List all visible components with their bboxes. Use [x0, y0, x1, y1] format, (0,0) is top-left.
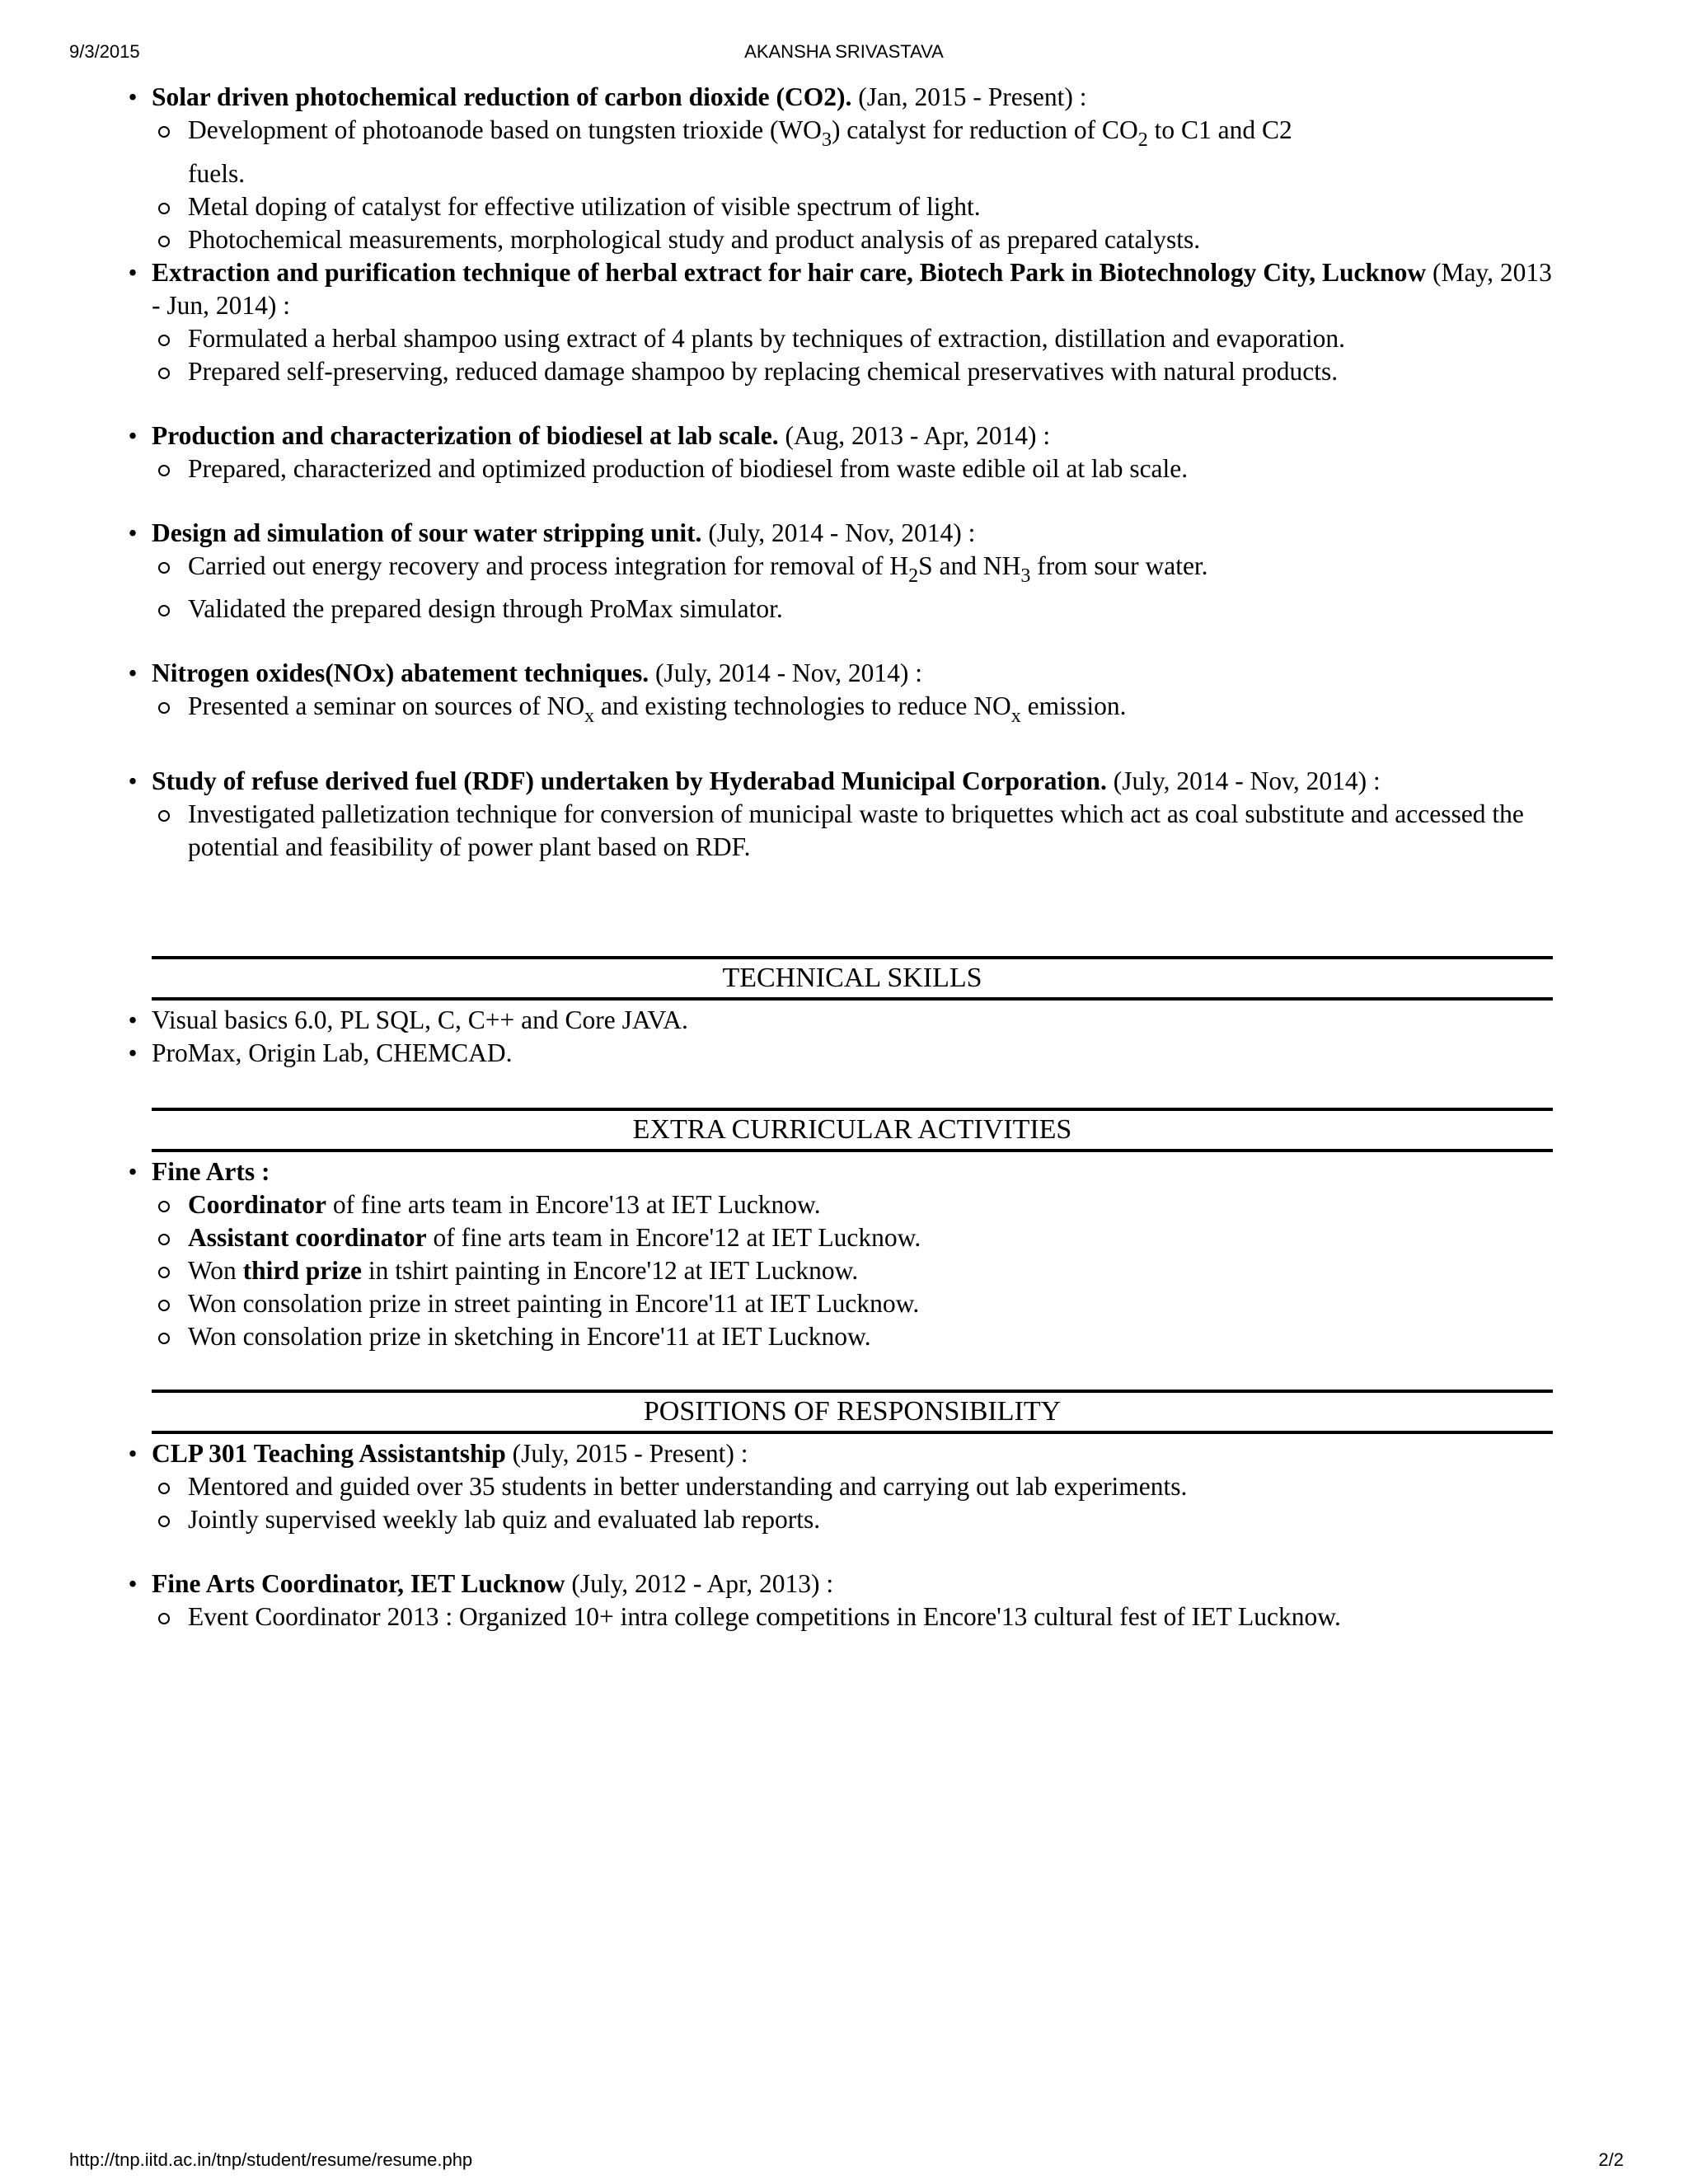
circle-bullet-icon	[158, 1613, 170, 1624]
point-text: Development of photoanode based on tungsten trioxide (WO	[188, 115, 822, 144]
circle-bullet-icon	[158, 810, 170, 822]
project-point	[152, 798, 1553, 864]
circle-bullet-icon	[158, 335, 170, 346]
subscript: x	[584, 705, 595, 727]
circle-bullet-icon	[158, 1234, 170, 1245]
circle-bullet-icon	[158, 702, 170, 714]
point-text: Investigated palletization technique for conversion of municipal waste to briquettes which act as coal substitute and accessed the potential and feasibility of power plant based on RDF.	[188, 799, 1524, 861]
project-title: Production and characterization of biodiesel at lab scale.	[152, 421, 779, 450]
circle-bullet-icon	[158, 465, 170, 476]
project-title: Study of refuse derived fuel (RDF) undertaken by Hyderabad Municipal Corporation.	[152, 766, 1107, 795]
circle-bullet-icon	[158, 126, 170, 138]
subscript: 3	[821, 129, 832, 151]
subscript: 2	[908, 565, 919, 587]
activity-text: Won consolation prize in street painting in Encore'11 at IET Lucknow.	[188, 1289, 920, 1318]
circle-bullet-icon	[158, 368, 170, 379]
project-item	[77, 81, 1553, 256]
project-point	[152, 593, 1553, 626]
skill-text: ProMax, Origin Lab, CHEMCAD.	[152, 1038, 513, 1067]
point-text: Validated the prepared design through ProMax simulator.	[188, 594, 783, 623]
activity-item	[152, 1254, 1553, 1287]
position-title: Fine Arts Coordinator, IET Lucknow	[152, 1569, 565, 1598]
circle-bullet-icon	[158, 562, 170, 574]
point-text: Jointly supervised weekly lab quiz and evaluated lab reports.	[188, 1505, 821, 1534]
circle-bullet-icon	[158, 1300, 170, 1311]
positions-list	[128, 1437, 1553, 1633]
bullet-icon: •	[128, 1569, 138, 1598]
circle-bullet-icon	[158, 605, 170, 616]
subscript: 3	[1020, 565, 1031, 587]
bullet-icon: •	[128, 421, 138, 450]
position-point	[152, 1601, 1553, 1633]
point-text: S and NH	[918, 551, 1021, 580]
point-text: Prepared self-preserving, reduced damage shampoo by replacing chemical preservatives with natural products.	[188, 357, 1339, 386]
point-text: from sour water.	[1030, 551, 1208, 580]
circle-bullet-icon	[158, 1483, 170, 1494]
activity-group-title: Fine Arts :	[152, 1157, 270, 1186]
point-text: emission.	[1020, 691, 1127, 720]
activity-text: of fine arts team in Encore'12 at IET Lucknow.	[426, 1223, 921, 1252]
print-date: 9/3/2015	[69, 41, 140, 62]
point-text: Photochemical measurements, morphological study and product analysis of as prepared catalysts.	[188, 225, 1201, 254]
project-point	[152, 223, 1553, 256]
activity-text: in tshirt painting in Encore'12 at IET Lucknow.	[361, 1256, 859, 1285]
project-period: (Jan, 2015 - Present) :	[851, 82, 1087, 111]
project-item	[77, 419, 1553, 485]
point-text: and existing technologies to reduce NO	[594, 691, 1011, 720]
point-text: Presented a seminar on sources of NO	[188, 691, 585, 720]
project-item	[77, 657, 1553, 725]
technical-skills-heading: TECHNICAL SKILLS	[152, 956, 1553, 1001]
bullet-icon: •	[128, 518, 138, 547]
project-item	[77, 256, 1553, 388]
circle-bullet-icon	[158, 236, 170, 247]
point-text: Metal doping of catalyst for effective utilization of visible spectrum of light.	[188, 192, 981, 221]
point-text: Carried out energy recovery and process integration for removal of H	[188, 551, 909, 580]
circle-bullet-icon	[158, 1333, 170, 1344]
footer-url[interactable]: http://tnp.iitd.ac.in/tnp/student/resume/resume.php	[69, 2149, 473, 2170]
bullet-icon: •	[128, 1157, 138, 1186]
technical-skills-list	[128, 1004, 1553, 1070]
project-title: Design ad simulation of sour water stripping unit.	[152, 518, 702, 547]
project-title: Solar driven photochemical reduction of carbon dioxide (CO2).	[152, 82, 852, 111]
bullet-icon: •	[128, 82, 138, 111]
project-point	[152, 690, 1553, 725]
activity-bold: Coordinator	[188, 1190, 326, 1219]
header-name: AKANSHA SRIVASTAVA	[744, 41, 944, 62]
project-period: (July, 2014 - Nov, 2014) :	[1106, 766, 1381, 795]
project-item	[77, 765, 1553, 864]
positions-heading: POSITIONS OF RESPONSIBILITY	[152, 1390, 1553, 1434]
project-period: (May, 2013 - Jun, 2014) :	[152, 258, 1552, 320]
project-point	[152, 114, 1553, 190]
point-text: Prepared, characterized and optimized production of biodiesel from waste edible oil at lab scale.	[188, 454, 1189, 483]
position-period: (July, 2012 - Apr, 2013) :	[565, 1569, 834, 1598]
position-point	[152, 1503, 1553, 1536]
extra-curricular-heading: EXTRA CURRICULAR ACTIVITIES	[152, 1108, 1553, 1152]
project-title: Nitrogen oxides(NOx) abatement techniques.	[152, 658, 649, 687]
page-number: 2/2	[1598, 2149, 1624, 2170]
activity-text: Won	[188, 1256, 243, 1285]
circle-bullet-icon	[158, 1201, 170, 1212]
subscript: 2	[1137, 129, 1148, 151]
project-item	[77, 517, 1553, 626]
activity-text: of fine arts team in Encore'13 at IET Lucknow.	[326, 1190, 821, 1219]
point-text: Event Coordinator 2013 : Organized 10+ intra college competitions in Encore'13 cultural fest of IET Lucknow.	[188, 1602, 1341, 1631]
point-text: ) catalyst for reduction of CO	[831, 115, 1138, 144]
circle-bullet-icon	[158, 1516, 170, 1527]
project-point	[152, 355, 1553, 388]
activity-item	[152, 1320, 1553, 1353]
bullet-icon: •	[128, 1038, 138, 1067]
bullet-icon: •	[128, 766, 138, 795]
position-period: (July, 2015 - Present) :	[505, 1439, 748, 1468]
project-point	[152, 452, 1553, 485]
projects-section	[128, 81, 1553, 864]
bullet-icon: •	[128, 658, 138, 687]
project-period: (Aug, 2013 - Apr, 2014) :	[778, 421, 1051, 450]
point-text: Mentored and guided over 35 students in better understanding and carrying out lab experiments.	[188, 1472, 1188, 1501]
position-point	[152, 1470, 1553, 1503]
activity-item	[152, 1221, 1553, 1254]
bullet-icon: •	[128, 258, 138, 287]
project-period: (July, 2014 - Nov, 2014) :	[649, 658, 923, 687]
project-point	[152, 550, 1553, 585]
activity-bold: third prize	[242, 1256, 362, 1285]
activity-text: Won consolation prize in sketching in Encore'11 at IET Lucknow.	[188, 1322, 871, 1351]
skill-item	[77, 1037, 1553, 1070]
project-point	[152, 190, 1553, 223]
bullet-icon: •	[128, 1439, 138, 1468]
position-item	[77, 1568, 1553, 1633]
point-text: Formulated a herbal shampoo using extract of 4 plants by techniques of extraction, distillation and evaporation.	[188, 324, 1346, 353]
project-title: Extraction and purification technique of herbal extract for hair care, Biotech Park in Biotechnology City, Lucknow	[152, 258, 1427, 287]
point-text-continued: fuels.	[188, 159, 246, 188]
position-title: CLP 301 Teaching Assistantship	[152, 1439, 506, 1468]
activity-group	[77, 1155, 1553, 1353]
project-period: (July, 2014 - Nov, 2014) :	[701, 518, 976, 547]
project-point	[152, 322, 1553, 355]
point-text: to C1 and C2	[1147, 115, 1292, 144]
activity-item	[152, 1188, 1553, 1221]
extra-curricular-list	[128, 1155, 1553, 1353]
position-item	[77, 1437, 1553, 1536]
circle-bullet-icon	[158, 1267, 170, 1278]
subscript: x	[1010, 705, 1021, 727]
activity-item	[152, 1287, 1553, 1320]
activity-bold: Assistant coordinator	[188, 1223, 427, 1252]
skill-text: Visual basics 6.0, PL SQL, C, C++ and Core JAVA.	[152, 1005, 688, 1034]
skill-item	[77, 1004, 1553, 1037]
circle-bullet-icon	[158, 203, 170, 214]
bullet-icon: •	[128, 1005, 138, 1034]
